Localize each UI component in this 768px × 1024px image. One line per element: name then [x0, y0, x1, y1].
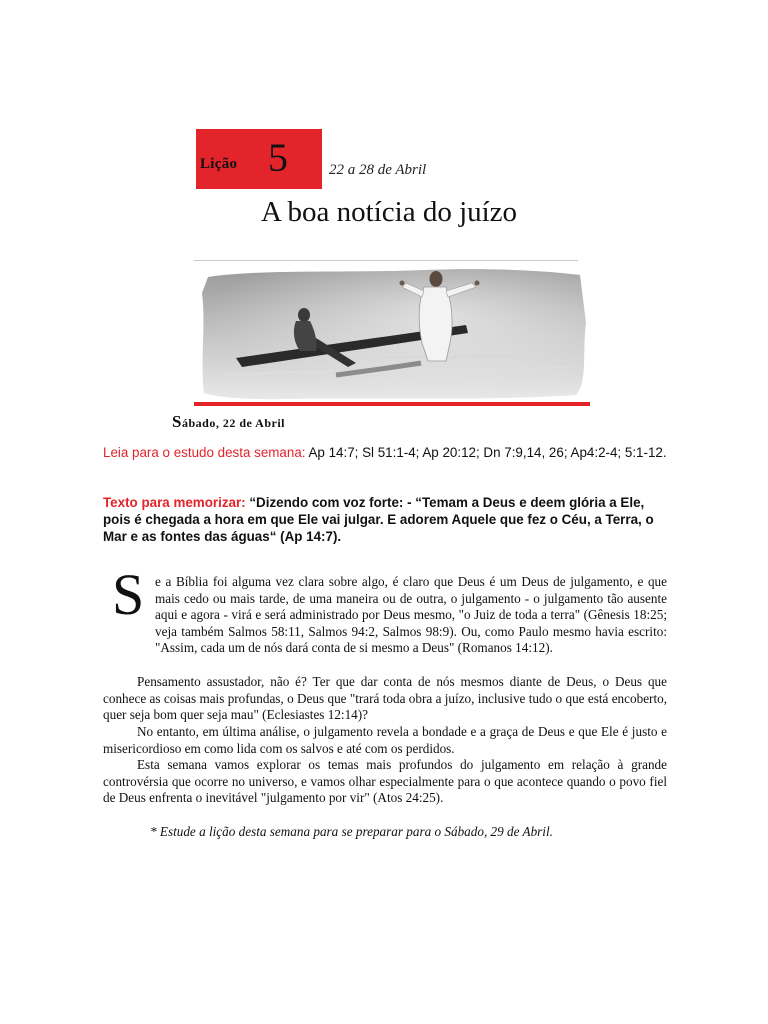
date-range: 22 a 28 de Abril [329, 162, 427, 178]
drop-cap: S [112, 562, 145, 627]
weekly-reading-label: Leia para o estudo desta semana: [103, 445, 306, 460]
footnote: * Estude a lição desta semana para se preparar para o Sábado, 29 de Abril. [150, 824, 553, 839]
day-heading-rest: ábado, 22 de Abril [181, 416, 285, 430]
paragraph-1: e a Bíblia foi alguma vez clara sobre algo, é claro que Deus é um Deus de julgamento, e que mais cedo ou mais tarde, de uma maneira ou de outra, o julgamento - o julgamento tão ausente aqui e agora - virá e será administrado por Deus mesmo, "o Juiz de toda a terra" (Gênesis 18:25; veja também Salmos 58:11, Salmos 94:2, Salmos 98:9). Ou, como Paulo mesmo havia escrito: "Assim, cada um de nós dará conta de si mesmo a Deus" (Romanos 14:12). [155, 574, 667, 655]
lesson-number: 5 [268, 135, 288, 180]
memory-verse-label: Texto para memorizar: [103, 495, 246, 510]
day-heading-initial: S [172, 412, 182, 431]
lesson-label: Lição [200, 156, 238, 172]
day-heading [172, 412, 285, 432]
paragraph-2: Pensamento assustador, não é? Ter que dar conta de nós mesmos diante de Deus, o Deus que conhece as coisas mais profundas, o Deus que "trará toda obra a juízo, inclusive tudo o que está encoberto, quer seja bom quer seja mau" (Eclesiastes 12:14)? [103, 674, 667, 722]
page-title: A boa notícia do juízo [260, 196, 518, 228]
memory-verse-text: “Dizendo com voz forte: - “Temam a Deus e deem glória a Ele, pois é chegada a hora em que Ele vai julgar. E adorem Aquele que fez o Céu, a Terra, o Mar e as fontes das águas“ (Ap 14:7). [103, 495, 654, 544]
paragraph-4: Esta semana vamos explorar os temas mais profundos do julgamento em relação à grande controvérsia que ocorre no universo, e vamos olhar especialmente para o que acontece quando o povo fiel de Deus enfrenta o inevitável "julgamento por vir" (Atos 24:25). [103, 757, 667, 805]
paragraph-3: No entanto, em última análise, o julgamento revela a bondade e a graça de Deus e que Ele é justo e misericordioso em como lida com os salvos e até com os perdidos. [103, 724, 667, 756]
weekly-reading-text: Ap 14:7; Sl 51:1-4; Ap 20:12; Dn 7:9,14, 26; Ap4:2-4; 5:1-12. [305, 445, 667, 460]
weekly-reading [103, 444, 670, 461]
illustration-bottom-rule [194, 402, 590, 406]
memory-verse [103, 494, 670, 545]
jesus-in-water-with-cross-illustration [196, 263, 590, 403]
illustration-top-rule [194, 260, 578, 261]
